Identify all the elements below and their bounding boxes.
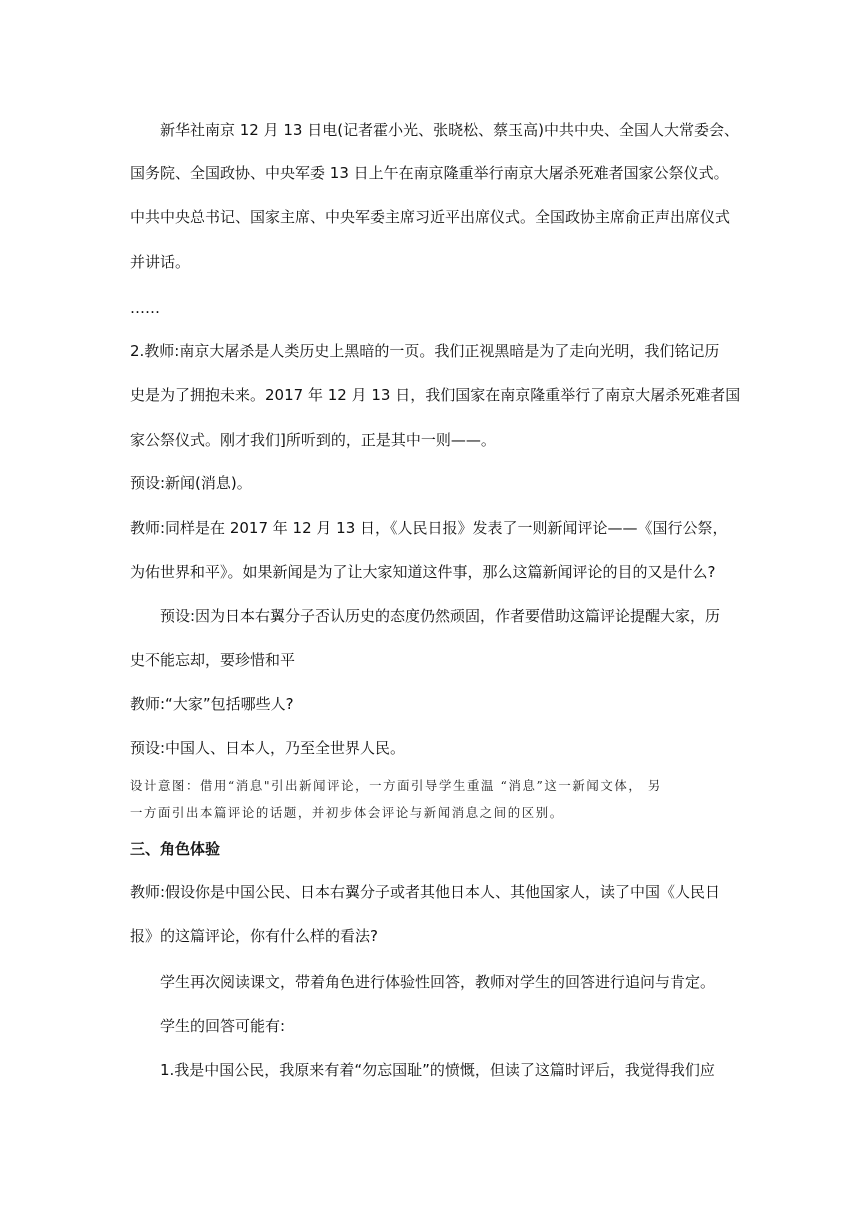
news-para-line-4: 并讲话。: [130, 253, 191, 271]
design-intent-line-1: 设计意图：借用“消息"引出新闻评论，一方面引导学生重温 “消息”这一新闻文体， 另: [130, 778, 662, 793]
news-para-line-2: 国务院、全国政协、中央军委 13 日上午在南京隆重举行南京大屠杀死难者国家公祭仪式。: [130, 164, 729, 182]
design-intent-line-2: 一方面引出本篇评论的话题，并初步体会评论与新闻消息之间的区别。: [130, 805, 564, 820]
preset-purpose-line-1: 预设:因为日本右翼分子否认历史的态度仍然顽固，作者要借助这篇评论提醒大家，历: [160, 607, 721, 625]
teacher-para-line-1: 2.教师:南京大屠杀是人类历史上黑暗的一页。我们正视黑暗是为了走向光明，我们铭记历: [130, 342, 720, 360]
role-question-line-2: 报》的这篇评论，你有什么样的看法?: [130, 927, 378, 945]
teacher-question-line: 教师:“大家”包括哪些人?: [130, 695, 294, 713]
news-para-line-1: 新华社南京 12 月 13 日电(记者霍小光、张晓松、蔡玉高)中共中央、全国人大常委会、: [160, 121, 739, 139]
teacher-para-line-2: 史是为了拥抱未来。2017 年 12 月 13 日，我们国家在南京隆重举行了南京大屠杀死难者国: [130, 386, 741, 404]
preset-news-line: 预设:新闻(消息)。: [130, 474, 252, 492]
role-question-line-1: 教师:假设你是中国公民、日本右翼分子或者其他日本人、其他国家人，读了中国《人民日: [130, 883, 721, 901]
student-reread-line: 学生再次阅读课文，带着角色进行体验性回答，教师对学生的回答进行追问与肯定。: [160, 973, 716, 991]
preset-answer-line: 预设:中国人、日本人，乃至全世界人民。: [130, 739, 406, 757]
teacher-commentary-line-2: 为佑世界和平》。如果新闻是为了让大家知道这件事，那么这篇新闻评论的目的又是什么?: [130, 563, 716, 581]
ellipsis-line: ……: [130, 299, 160, 317]
news-para-line-3: 中共中央总书记、国家主席、中央军委主席习近平出席仪式。全国政协主席俞正声出席仪式: [130, 208, 731, 226]
teacher-para-line-3: 家公祭仪式。刚才我们]所听到的，正是其中一则——。: [130, 431, 496, 449]
preset-purpose-line-2: 史不能忘却，要珍惜和平: [130, 651, 296, 669]
section-heading: 三、角色体验: [130, 840, 221, 858]
student-answers-intro: 学生的回答可能有:: [160, 1017, 286, 1035]
teacher-commentary-line-1: 教师:同样是在 2017 年 12 月 13 日，《人民日报》发表了一则新闻评论——《国行公祭，: [130, 519, 728, 537]
student-answer-1-line: 1.我是中国公民，我原来有着“勿忘国耻”的愤慨，但读了这篇时评后，我觉得我们应: [160, 1061, 715, 1079]
